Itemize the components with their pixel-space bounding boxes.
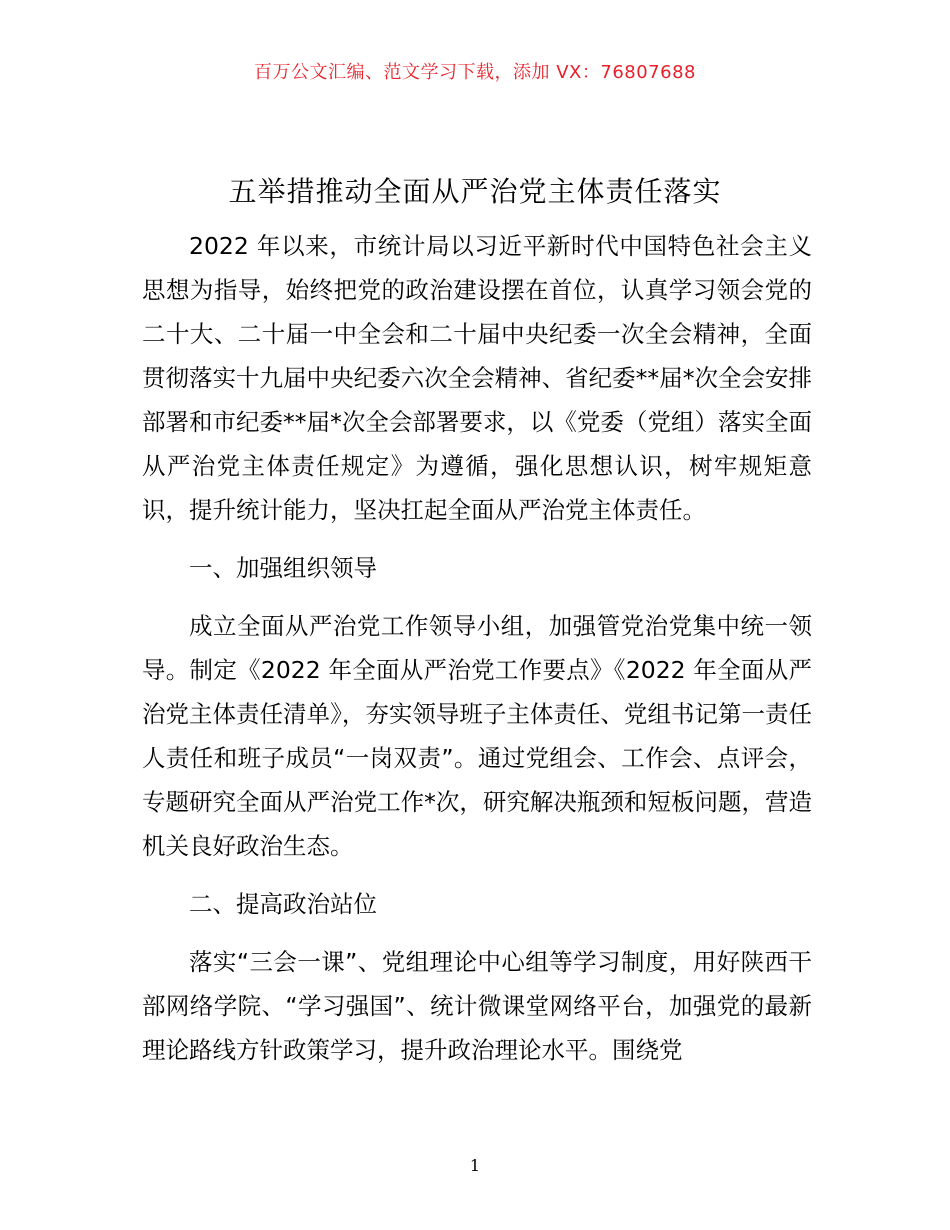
page-number: 1 [469, 1156, 481, 1175]
section-heading-1: 一、加强组织领导 [189, 554, 377, 582]
section-2-paragraph: 落实“三会一课”、党组理论中心组等学习制度，用好陕西干部网络学院、“学习强国”、统计微课堂网络平台，加强党的最新理论路线方针政策学习，提升政治理论水平。围绕党 [142, 948, 812, 1064]
document-body [142, 224, 812, 1086]
section-1-paragraph: 成立全面从严治党工作领导小组，加强管党治党集中统一领导。制定《2022 年全面从严治党工作要点》《2022 年全面从严治党主体责任清单》，夯实领导班子主体责任、党组书记第一责任人责任和班子成员“一岗双责”。通过党组会、工作会、点评会，专题研究全面从严治党工作*次，研究解决瓶颈和短板问题，营造机关良好政治生态。 [142, 612, 812, 860]
intro-paragraph: 2022 年以来，市统计局以习近平新时代中国特色社会主义思想为指导，始终把党的政治建设摆在首位，认真学习领会党的二十大、二十届一中全会和二十届中央纪委一次全会精神，全面贯彻落实十九届中央纪委六次全会精神、省纪委**届*次全会安排部署和市纪委**届*次全会部署要求，以《党委（党组）落实全面从严治党主体责任规定》为遵循，强化思想认识，树牢规矩意识，提升统计能力，坚决扛起全面从严治党主体责任。 [142, 232, 812, 524]
header-watermark-note: 百万公文汇编、范文学习下载，添加 VX：76807688 [254, 62, 696, 83]
document-title: 五举措推动全面从严治党主体责任落实 [228, 175, 722, 208]
section-heading-2: 二、提高政治站位 [189, 890, 377, 918]
